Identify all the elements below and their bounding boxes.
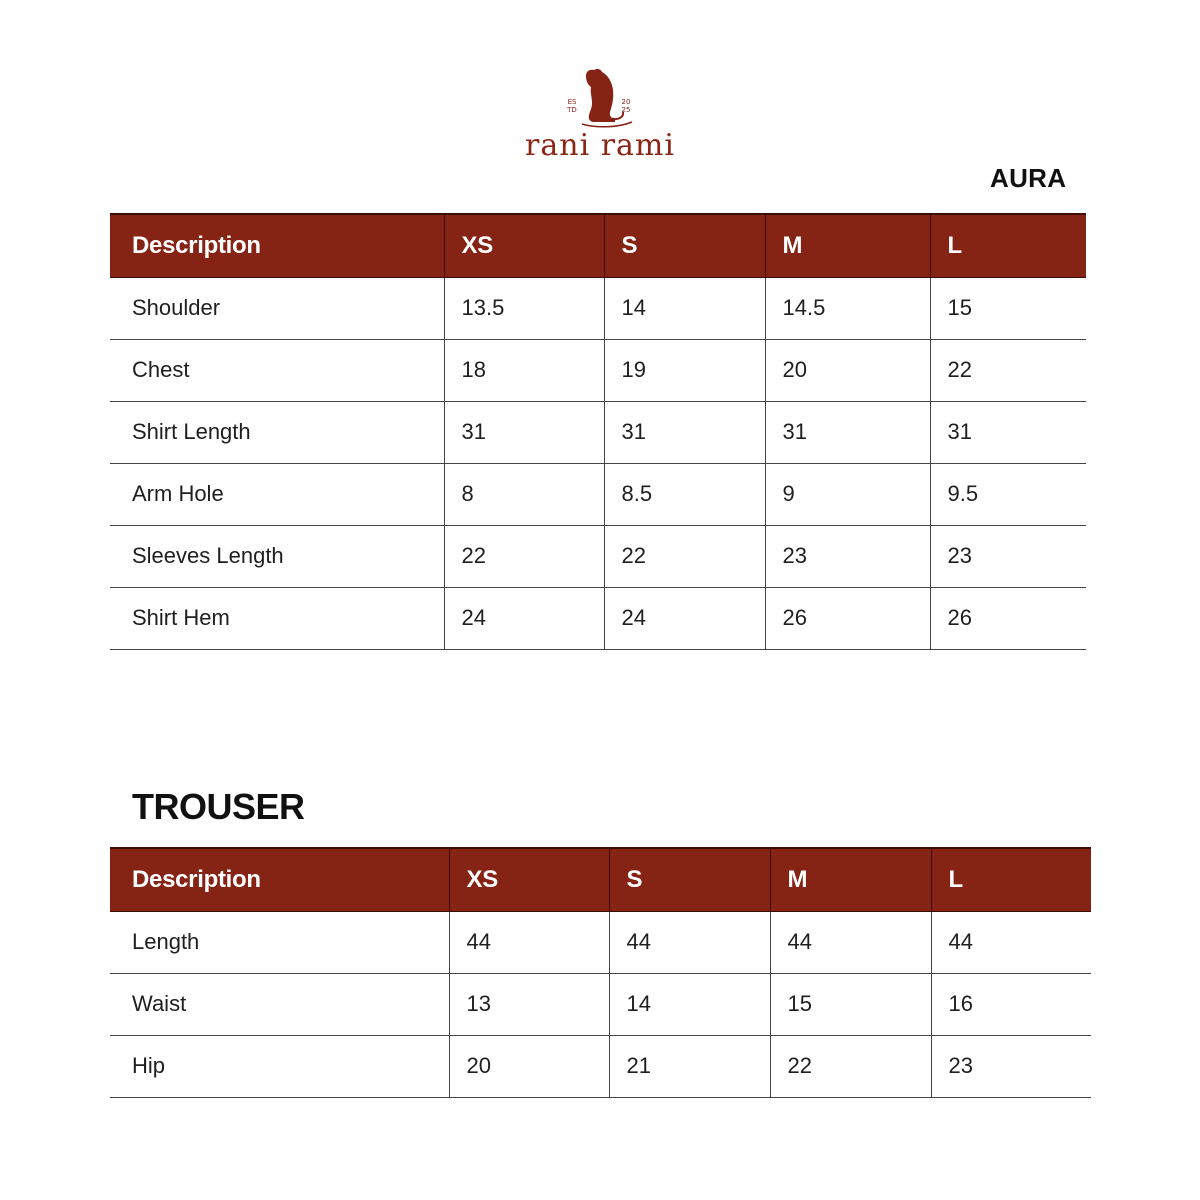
tiger-emblem-icon — [520, 62, 680, 128]
header-size-s: S — [609, 848, 770, 911]
header-size-l: L — [930, 214, 1086, 277]
row-label: Sleeves Length — [110, 525, 444, 587]
size-value: 15 — [770, 973, 931, 1035]
size-value: 44 — [609, 911, 770, 973]
header-size-m: M — [765, 214, 930, 277]
size-value: 24 — [604, 587, 765, 649]
size-value: 21 — [609, 1035, 770, 1097]
size-value: 31 — [604, 401, 765, 463]
table-row — [110, 1035, 1091, 1097]
table-header-row — [110, 214, 1086, 277]
size-value: 23 — [930, 525, 1086, 587]
table-row — [110, 525, 1086, 587]
size-value: 23 — [765, 525, 930, 587]
header-description: Description — [110, 214, 444, 277]
row-label: Arm Hole — [110, 463, 444, 525]
size-value: 31 — [930, 401, 1086, 463]
size-value: 8.5 — [604, 463, 765, 525]
size-value: 22 — [604, 525, 765, 587]
brand-name: rani rami — [525, 128, 675, 163]
size-value: 22 — [930, 339, 1086, 401]
table-row — [110, 339, 1086, 401]
size-value: 16 — [931, 973, 1091, 1035]
row-label: Waist — [110, 973, 449, 1035]
size-value: 26 — [765, 587, 930, 649]
size-value: 22 — [770, 1035, 931, 1097]
size-value: 44 — [770, 911, 931, 973]
header-size-xs: XS — [444, 214, 604, 277]
size-value: 22 — [444, 525, 604, 587]
size-value: 23 — [931, 1035, 1091, 1097]
size-value: 14.5 — [765, 277, 930, 339]
header-size-m: M — [770, 848, 931, 911]
size-value: 9.5 — [930, 463, 1086, 525]
brand-logo — [520, 62, 680, 174]
size-value: 9 — [765, 463, 930, 525]
size-value: 26 — [930, 587, 1086, 649]
size-value: 18 — [444, 339, 604, 401]
size-value: 20 — [765, 339, 930, 401]
size-value: 24 — [444, 587, 604, 649]
header-size-l: L — [931, 848, 1091, 911]
header-size-xs: XS — [449, 848, 609, 911]
row-label: Chest — [110, 339, 444, 401]
row-label: Hip — [110, 1035, 449, 1097]
table-row — [110, 587, 1086, 649]
trouser-section-title: TROUSER — [132, 786, 305, 827]
header-size-s: S — [604, 214, 765, 277]
product-name: AURA — [990, 163, 1067, 193]
size-value: 13 — [449, 973, 609, 1035]
row-label: Shoulder — [110, 277, 444, 339]
size-value: 44 — [931, 911, 1091, 973]
size-value: 31 — [765, 401, 930, 463]
table-row — [110, 277, 1086, 339]
row-label: Shirt Length — [110, 401, 444, 463]
size-value: 14 — [604, 277, 765, 339]
table-row — [110, 911, 1091, 973]
header-description: Description — [110, 848, 449, 911]
shirt-size-table — [110, 213, 1086, 650]
table-row — [110, 463, 1086, 525]
row-label: Shirt Hem — [110, 587, 444, 649]
table-row — [110, 401, 1086, 463]
est-label-right: 20 25 — [621, 98, 631, 114]
size-value: 15 — [930, 277, 1086, 339]
row-label: Length — [110, 911, 449, 973]
est-label-left: ES TD — [567, 98, 577, 114]
table-header-row — [110, 848, 1091, 911]
size-value: 14 — [609, 973, 770, 1035]
size-value: 19 — [604, 339, 765, 401]
size-value: 8 — [444, 463, 604, 525]
size-value: 13.5 — [444, 277, 604, 339]
table-row — [110, 973, 1091, 1035]
size-value: 31 — [444, 401, 604, 463]
trouser-size-table — [110, 847, 1091, 1098]
size-value: 20 — [449, 1035, 609, 1097]
size-value: 44 — [449, 911, 609, 973]
